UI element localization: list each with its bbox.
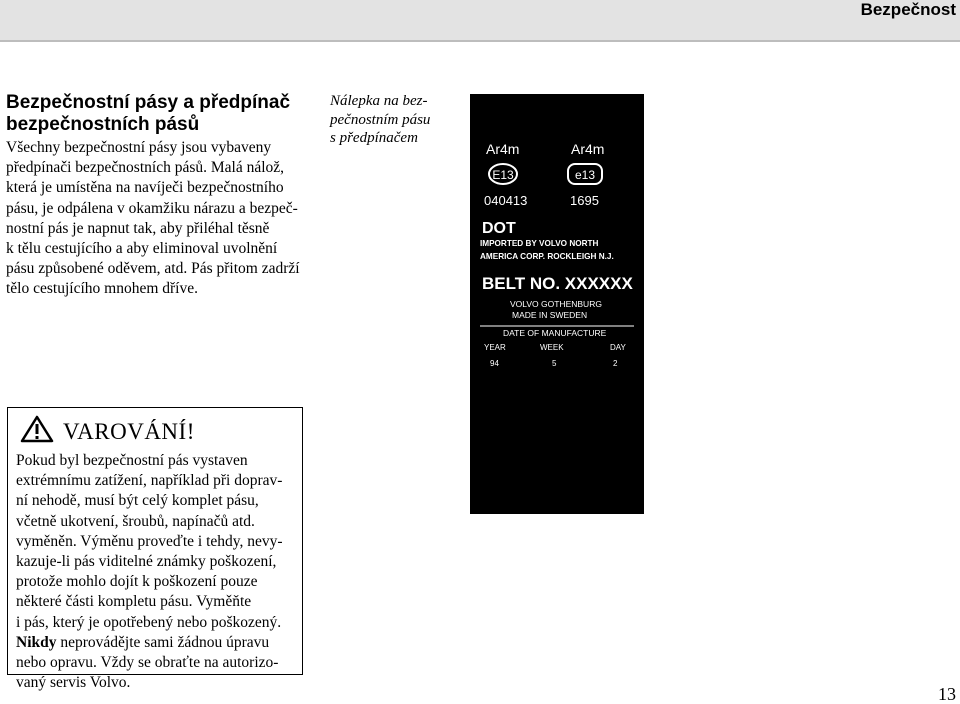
label-right-number: 1695 (570, 193, 599, 208)
caption-line: pečnostním pásu (330, 111, 431, 128)
warning-line: vaný servis Volvo. (16, 674, 131, 692)
warning-line: protože mohlo dojít k poškození pouze (16, 573, 258, 591)
body-line: nostní pás je napnut tak, aby přiléhal těsně (6, 219, 270, 237)
label-dot: DOT (482, 220, 516, 237)
warning-line: některé části kompletu pásu. Vyměňte (16, 593, 252, 611)
label-day-value: 2 (613, 359, 618, 368)
warning-title: VAROVÁNÍ! (63, 419, 195, 444)
warning-line-rest: neprovádějte sami žádnou úpravu (56, 633, 270, 651)
body-line: Všechny bezpečnostní pásy jsou vybaveny (6, 139, 272, 156)
label-year-label: YEAR (484, 343, 506, 352)
warning-line: včetně ukotvení, šroubů, napínačů atd. (16, 512, 255, 530)
image-caption (330, 92, 460, 148)
caption-line: Nálepka na bez- (330, 93, 428, 109)
label-right-code: Ar4m (571, 141, 605, 157)
label-imported-line1: IMPORTED BY VOLVO NORTH (480, 239, 599, 248)
label-left-number: 040413 (484, 193, 528, 208)
body-line: předpínači bezpečnostních pásů. Malá nálož, (6, 159, 285, 177)
heading-line: Bezpečnostní pásy a předpínač (6, 92, 291, 113)
seatbelt-label-image (470, 94, 644, 514)
label-year-value: 94 (490, 359, 499, 368)
caption-line: s předpínačem (330, 130, 418, 146)
body-line: která je umístěna na navíječi bezpečnostního (6, 179, 284, 197)
heading-line: bezpečnostních pásů (6, 114, 200, 135)
label-left-code: Ar4m (486, 141, 520, 157)
page-number: 13 (938, 684, 956, 704)
label-imported-line2: AMERICA CORP. ROCKLEIGH N.J. (480, 252, 614, 261)
warning-line: nebo opravu. Vždy se obraťte na autorizo- (16, 654, 279, 672)
header-title: Bezpečnost (860, 0, 956, 19)
body-line: pásu, je odpálena v okamžiku nárazu a bezpeč- (6, 199, 298, 217)
label-week-value: 5 (552, 359, 557, 368)
warning-emphasis: Nikdy (16, 633, 57, 651)
warning-line: extrémnímu zatížení, například při doprav- (16, 472, 283, 490)
label-day-label: DAY (610, 343, 626, 352)
warning-triangle-icon (20, 415, 54, 443)
label-maker-line2: MADE IN SWEDEN (512, 310, 588, 320)
label-maker-line1: VOLVO GOTHENBURG (510, 299, 602, 309)
label-belt-no: BELT NO. XXXXXX (482, 274, 633, 293)
warning-line: ní nehodě, musí být celý komplet pásu, (16, 492, 259, 510)
label-week-label: WEEK (540, 343, 564, 352)
warning-line: kazuje-li pás viditelné známky poškození, (16, 553, 277, 571)
warning-line: vyměněn. Výměnu proveďte i tehdy, nevy- (16, 532, 283, 550)
body-line: tělo cestujícího mnohem dříve. (6, 280, 198, 298)
label-date-heading: DATE OF MANUFACTURE (503, 328, 607, 338)
section-heading (6, 92, 306, 136)
body-line: pásu způsobené oděvem, atd. Pás přitom zadrží (6, 260, 300, 278)
warning-line: Pokud byl bezpečnostní pás vystaven (16, 452, 248, 469)
label-right-mark: e13 (574, 168, 596, 182)
warning-text (16, 451, 301, 693)
section-body (6, 138, 316, 300)
warning-box (7, 407, 303, 692)
label-left-mark: E13 (492, 168, 514, 182)
warning-line (16, 633, 301, 653)
header-bar (0, 0, 960, 42)
warning-line: i pás, který je opotřebený nebo poškozený. (16, 613, 282, 631)
body-line: k tělu cestujícího a aby eliminoval uvolnění (6, 240, 278, 258)
